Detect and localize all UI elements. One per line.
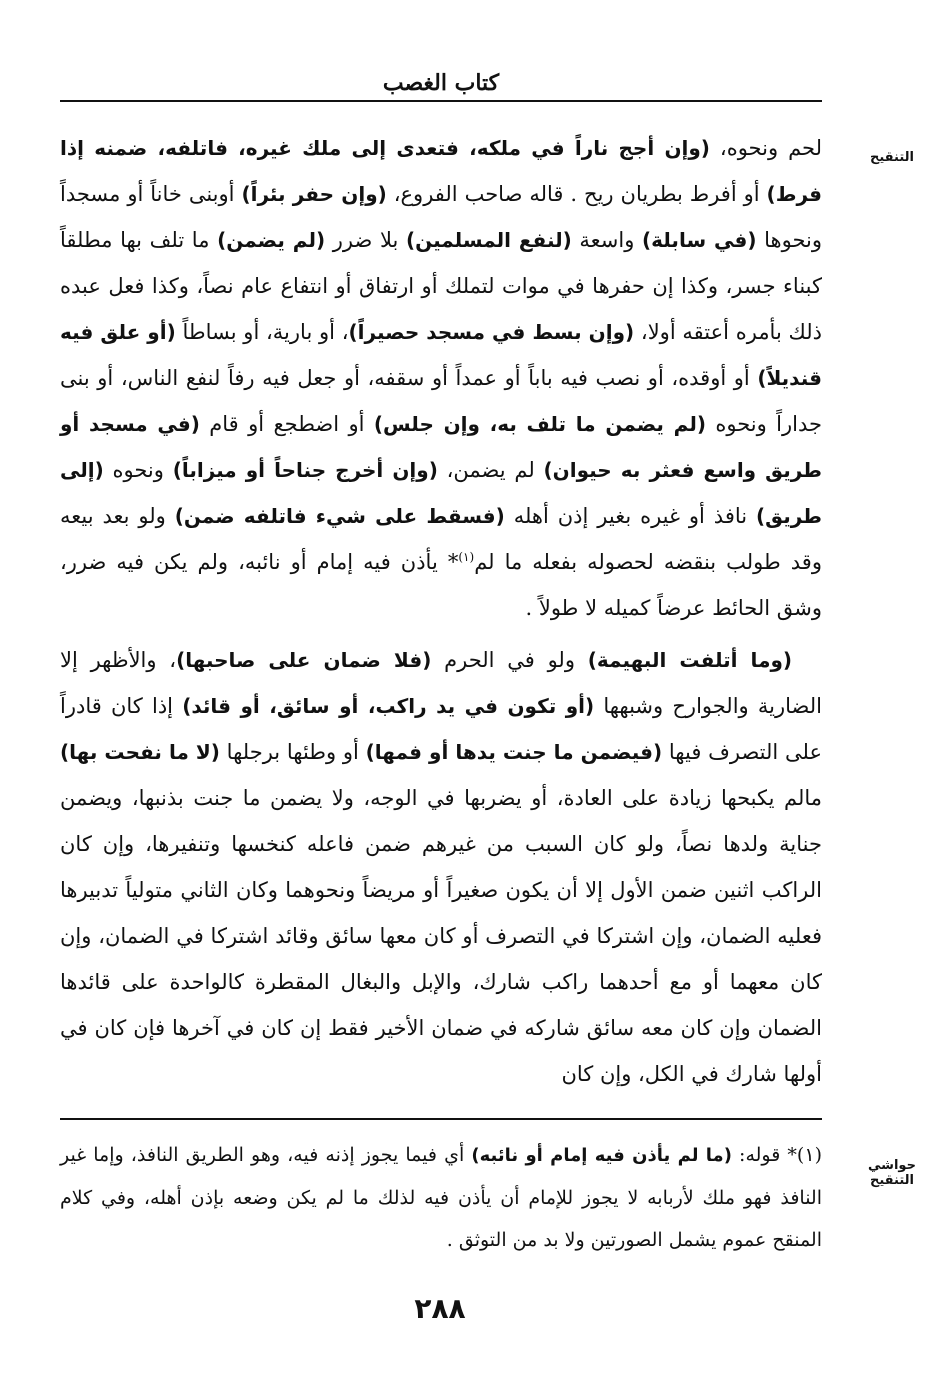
run-bold: (فلا ضمان على صاحبها) xyxy=(176,648,432,672)
run-bold: (فيضمن ما جنت يدها أو فمها) xyxy=(365,740,663,764)
run-bold: (لم يضمن ما تلف به، وإن جلس) xyxy=(373,412,706,436)
page-title: كتاب الغصب xyxy=(382,70,500,96)
run: واسعة xyxy=(571,228,642,252)
run: ولو بعد بيعه وقد طولب بنقضه لحصوله بفعله ما لم xyxy=(60,504,822,574)
run: إذا كان قادراً على التصرف فيها xyxy=(60,694,822,764)
run-bold: (لنفع المسلمين) xyxy=(405,228,572,252)
run: أو أوقده، أو نصب فيه باباً أو عمداً أو سقفه، أو جعل فيه رفاً لنفع الناس، أو بنى جداراً ونحوه xyxy=(60,366,822,436)
run-bold: (وإن بسط في مسجد حصيراً) xyxy=(348,320,635,344)
run: أو وطئها برجلها xyxy=(219,740,366,764)
run: ولو في الحرم xyxy=(431,648,588,672)
run-bold: (لم يضمن) xyxy=(217,228,326,252)
run: نافذ أو غيره بغير إذن أهله xyxy=(504,504,757,528)
paragraph-1 xyxy=(60,125,822,631)
main-text xyxy=(60,125,822,1097)
run-bold: (إلى طريق) xyxy=(60,458,822,528)
run-bold: (ما لم يأذن فيه إمام أو نائبه) xyxy=(471,1145,732,1166)
run: ، أو بارية، أو بساطاً xyxy=(175,320,349,344)
run-bold: (وإن أخرج جناحاً أو ميزاباً) xyxy=(172,458,438,482)
run: بلا ضرر xyxy=(325,228,406,252)
run: مالم يكبحها زيادة على العادة، أو يضربها في الوجه، ولا يضمن ما جنت بذنبها، ويضمن جناية ولدها نصاً، ولو كان السبب من غيرهم ضمن فاعله كنخسها وتنفيرها، وإن كان الراكب اثنين ضمن الأول إلا أن يكون صغيراً أو مريضاً ونحوهما وكان الثاني متولياً تدبيرها فعليه الضمان، وإن اشتركا في التصرف أو كان معها سائق وقائد اشتركا في الضمان، وإن كان معهما أو مع أحدهما راكب شارك، والإبل والبغال المقطرة كالواحدة على قائدها الضمان وإن كان معه سائق شاركه في ضمان الأخير فقط إن كان في آخرها فإن كان في أولها شارك في الكل، وإن كان xyxy=(60,786,822,1086)
page-number: ٢٨٨ xyxy=(414,1292,466,1325)
run-bold: (وإن حفر بئراً) xyxy=(241,182,387,206)
run-bold: (أو تكون في يد راكب، أو سائق، أو قائد) xyxy=(182,694,595,718)
run-bold: (في مسجد أو طريق واسع فعثر به حيوان) xyxy=(60,412,822,482)
run-bold: (وما أتلفت البهيمة) xyxy=(587,648,793,672)
footnote-paragraph xyxy=(60,1134,822,1261)
footnote-text xyxy=(60,1134,822,1261)
run-bold: (وإن أجج ناراً في ملكه، فتعدى إلى ملك غيره، فاتلفه، ضمنه إذا فرط) xyxy=(60,136,822,206)
run: أوبنى خاناً أو مسجداً ونحوها xyxy=(60,182,823,252)
run: ، والأظهر إلا الضارية والجوارح وشبهها xyxy=(60,648,822,718)
run-bold: (أو علق فيه قنديلاً) xyxy=(60,320,822,390)
run: أو اضطجع أو قام xyxy=(199,412,374,436)
run: ونحوه xyxy=(103,458,173,482)
side-label-main: التنقيح xyxy=(870,150,914,165)
run: أي فيما يجوز إذنه فيه، وهو الطريق النافذ، وإما غير النافذ فهو ملك لأربابه لا يجوز للإمام أن يأذن فيه لذلك ما لم يكن وضعه بإذن أهله، وفي كلام المنقح عموم يشمل الصورتين ولا بد من التوثق . xyxy=(60,1144,822,1251)
run: لحم ونحوه، xyxy=(709,136,823,160)
header-divider xyxy=(60,100,822,102)
footnote-ref: (١) xyxy=(458,550,475,564)
footnote-divider xyxy=(60,1118,822,1120)
run-bold: (لا ما نفحت بها) xyxy=(60,740,220,764)
run: ما تلف بها مطلقاً كبناء جسر، وكذا إن حفرها في موات لتملك أو ارتفاق أو انتفاع عام نصاً، وكذا فعل عبده ذلك بأمره أعتقه أولا، xyxy=(60,228,822,344)
run: أو أفرط بطريان ريح . قاله صاحب الفروع، xyxy=(386,182,767,206)
paragraph-2 xyxy=(60,637,822,1097)
run-bold: (فسقط على شيء فاتلفه ضمن) xyxy=(174,504,505,528)
run: (١)* قوله: xyxy=(731,1144,822,1166)
run-bold: (في سابلة) xyxy=(642,228,757,252)
side-label-notes: حواشي التنقيح xyxy=(868,1158,916,1188)
run: لم يضمن، xyxy=(437,458,544,482)
run: * يأذن فيه إمام أو نائبه، ولم يكن فيه ضرر، وشق الحائط عرضاً كميله لا طولاً . xyxy=(60,550,822,620)
